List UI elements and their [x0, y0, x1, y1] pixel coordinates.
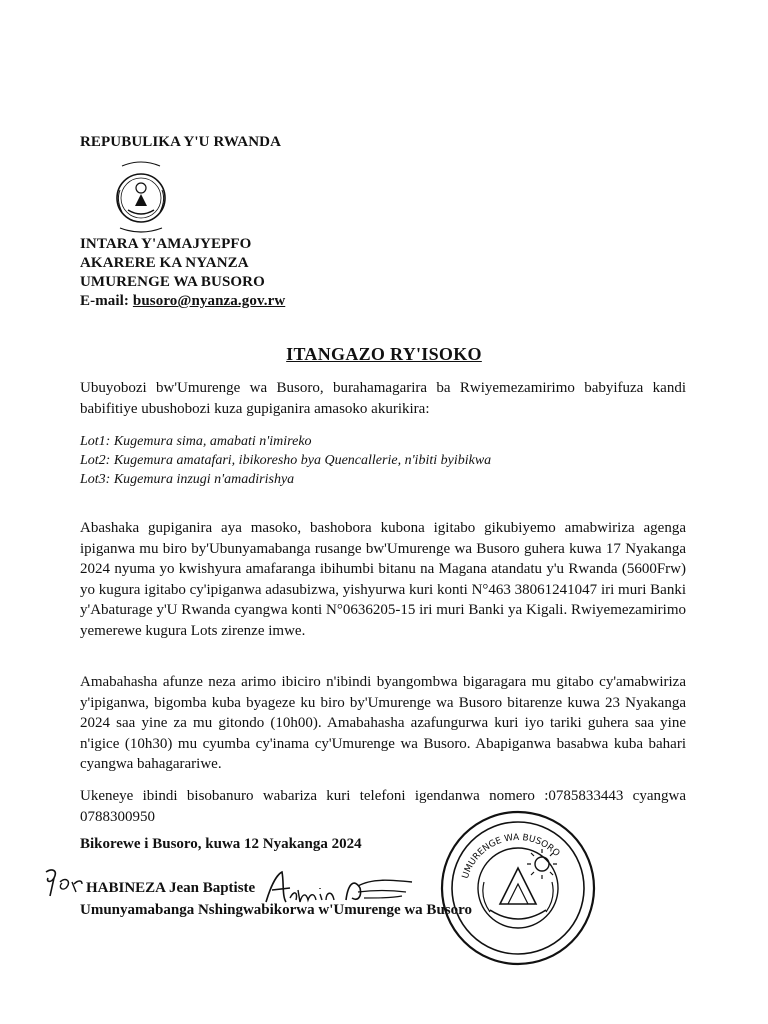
- lot-label: Lot2:: [80, 453, 111, 468]
- republic-heading: REPUBULIKA Y'U RWANDA: [80, 134, 282, 150]
- lot-label: Lot3:: [80, 472, 111, 487]
- list-item: [80, 451, 491, 470]
- list-item: [80, 432, 491, 451]
- email-link[interactable]: busoro@nyanza.gov.rw: [132, 293, 286, 309]
- district-heading: AKARERE KA NYANZA: [80, 255, 249, 271]
- contact-paragraph: Ukeneye ibindi bisobanuro wabariza kuri telefoni igendanwa nomero :0785833443 cyangwa 0788300950: [80, 788, 686, 825]
- handwritten-signature: [262, 868, 418, 910]
- pour-handwritten-mark: [42, 866, 86, 900]
- signer-name: HABINEZA Jean Baptiste: [86, 880, 256, 896]
- stamp-ring-text: [461, 833, 561, 880]
- email-label: E-mail:: [80, 293, 130, 309]
- page-title: ITANGAZO RY'ISOKO: [286, 344, 482, 364]
- lots-list: [80, 432, 491, 489]
- national-emblem-icon: [106, 156, 176, 236]
- lot-text: Kugemura amatafari, ibikoresho bya Quencallerie, n'ibiti byibikwa: [113, 453, 492, 468]
- submission-paragraph: Amabahasha afunze neza arimo ibiciro n'ibindi byangombwa bigaragara mu gitabo cy'amabwiriza y'ipiganwa, bigomba kuba byageze ku biro by'Umurenge wa Busoro bitarenze kuwa 23 Nyakanga 2024 saa yine za mu gitondo (10h00). Amabahasha azafungurwa kuri iyo tariki guhera saa yine n'igice (10h30) mu cyumba cy'inama cy'Umurenge wa Busoro. Abapiganwa basabwa kuba bahari cyangwa bahagarariwe.: [80, 674, 686, 772]
- lot-text: Kugemura inzugi n'amadirishya: [113, 472, 295, 487]
- lot-text: Kugemura sima, amabati n'imireko: [113, 434, 312, 449]
- list-item: [80, 470, 491, 489]
- issued-date-line: Bikorewe i Busoro, kuwa 12 Nyakanga 2024: [80, 836, 362, 852]
- sector-heading: UMURENGE WA BUSORO: [80, 274, 265, 290]
- lot-label: Lot1:: [80, 434, 111, 449]
- email-line: [80, 293, 285, 310]
- official-stamp: [438, 806, 598, 966]
- tender-documents-paragraph: Abashaka gupiganira aya masoko, bashobora kubona igitabo gikubiyemo amabwiriza agenga ipiganwa mu biro by'Ubunyamabanga rusange bw'Umurenge wa Busoro guhera kuwa 17 Nyakanga 2024 nyuma yo kwishyura amafaranga ibihumbi bitanu na Magana atandatu y'u Rwanda (5600Frw) yo kugura igitabo cy'ipiganwa adasubizwa, yishyurwa kuri konti N°463 38061241047 iri muri Banki y'Abaturage y'U Rwanda cyangwa konti N°0636205-15 iri muri Banki ya Kigali. Rwiyemezamirimo yemerewe kugura Lots zirenze imwe.: [80, 520, 686, 639]
- province-heading: INTARA Y'AMAJYEPFO: [80, 236, 252, 252]
- stamp-text: UMURENGE WA BUSORO: [460, 832, 562, 881]
- signer-title: Umunyamabanga Nshingwabikorwa w'Umurenge wa Busoro: [80, 902, 473, 918]
- intro-paragraph: Ubuyobozi bw'Umurenge wa Busoro, burahamagarira ba Rwiyemezamirimo babyifuza kandi babifitiye ubushobozi kuza gupiganira amasoko akurikira:: [80, 380, 686, 417]
